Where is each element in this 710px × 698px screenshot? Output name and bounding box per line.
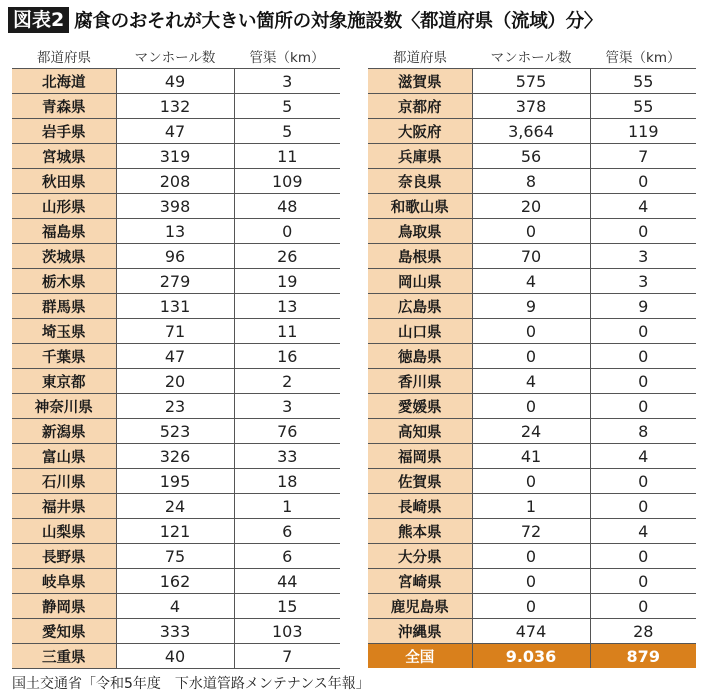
table-row [368,544,696,569]
pipes-cell: 7 [590,144,696,169]
manholes-cell: 162 [116,569,234,594]
prefecture-cell: 愛媛県 [368,394,472,419]
table-row [12,94,340,119]
manholes-cell: 121 [116,519,234,544]
total-pipes-cell: 879 [590,644,696,669]
table-row [12,69,340,94]
prefecture-cell: 静岡県 [12,594,116,619]
prefecture-cell: 山梨県 [12,519,116,544]
column-header-manholes: マンホール数 [472,42,590,69]
prefecture-cell: 香川県 [368,369,472,394]
pipes-cell: 15 [234,594,340,619]
prefecture-cell: 千葉県 [12,344,116,369]
column-header-prefecture: 都道府県 [368,42,472,69]
column-header-prefecture: 都道府県 [12,42,116,69]
prefecture-cell: 東京都 [12,369,116,394]
pipes-cell: 0 [590,369,696,394]
prefecture-cell: 宮崎県 [368,569,472,594]
prefecture-cell: 京都府 [368,94,472,119]
pipes-cell: 103 [234,619,340,644]
pipes-cell: 6 [234,519,340,544]
manholes-cell: 398 [116,194,234,219]
pipes-cell: 0 [590,469,696,494]
pipes-cell: 4 [590,444,696,469]
pipes-cell: 0 [590,494,696,519]
manholes-cell: 8 [472,169,590,194]
manholes-cell: 41 [472,444,590,469]
manholes-cell: 575 [472,69,590,94]
pipes-cell: 8 [590,419,696,444]
prefecture-cell: 長野県 [12,544,116,569]
left-table [12,42,340,669]
table-row [12,219,340,244]
table-row [12,144,340,169]
table-row [12,319,340,344]
prefecture-cell: 神奈川県 [12,394,116,419]
prefecture-cell: 鹿児島県 [368,594,472,619]
pipes-cell: 5 [234,119,340,144]
prefecture-cell: 滋賀県 [368,69,472,94]
pipes-cell: 9 [590,294,696,319]
pipes-cell: 26 [234,244,340,269]
table-row [368,144,696,169]
manholes-cell: 13 [116,219,234,244]
pipes-cell: 4 [590,194,696,219]
manholes-cell: 0 [472,594,590,619]
prefecture-cell: 福岡県 [368,444,472,469]
left-table-body [12,69,340,669]
manholes-cell: 4 [116,594,234,619]
table-row [368,194,696,219]
table-row [12,569,340,594]
table-row [368,369,696,394]
prefecture-cell: 岐阜県 [12,569,116,594]
prefecture-cell: 埼玉県 [12,319,116,344]
pipes-cell: 7 [234,644,340,669]
pipes-cell: 0 [590,169,696,194]
table-row [12,419,340,444]
table-row [12,394,340,419]
prefecture-cell: 北海道 [12,69,116,94]
manholes-cell: 0 [472,394,590,419]
manholes-cell: 326 [116,444,234,469]
pipes-cell: 0 [590,594,696,619]
manholes-cell: 0 [472,544,590,569]
table-row [368,94,696,119]
table-row [368,344,696,369]
source-note: 国土交通省「令和5年度 下水道管路メンテナンス年報」 [12,676,370,692]
table-row [12,194,340,219]
prefecture-cell: 奈良県 [368,169,472,194]
pipes-cell: 76 [234,419,340,444]
manholes-cell: 96 [116,244,234,269]
pipes-cell: 3 [590,244,696,269]
pipes-cell: 0 [234,219,340,244]
pipes-cell: 19 [234,269,340,294]
table-row [12,269,340,294]
table-row [368,444,696,469]
pipes-cell: 3 [590,269,696,294]
pipes-cell: 11 [234,144,340,169]
pipes-cell: 3 [234,394,340,419]
table-row [368,519,696,544]
right-table-body [368,69,696,669]
prefecture-cell: 岡山県 [368,269,472,294]
prefecture-cell: 新潟県 [12,419,116,444]
prefecture-cell: 山口県 [368,319,472,344]
total-row [368,644,696,669]
manholes-cell: 40 [116,644,234,669]
manholes-cell: 23 [116,394,234,419]
manholes-cell: 0 [472,569,590,594]
prefecture-cell: 宮城県 [12,144,116,169]
manholes-cell: 0 [472,219,590,244]
prefecture-cell: 富山県 [12,444,116,469]
prefecture-cell: 大分県 [368,544,472,569]
pipes-cell: 55 [590,94,696,119]
page-title: 腐食のおそれが大きい箇所の対象施設数〈都道府県（流域）分〉 [74,11,603,32]
table-row [368,119,696,144]
pipes-cell: 0 [590,569,696,594]
table-row [12,494,340,519]
manholes-cell: 4 [472,369,590,394]
prefecture-cell: 和歌山県 [368,194,472,219]
pipes-cell: 48 [234,194,340,219]
table-row [12,119,340,144]
pipes-cell: 16 [234,344,340,369]
prefecture-cell: 群馬県 [12,294,116,319]
pipes-cell: 119 [590,119,696,144]
prefecture-cell: 島根県 [368,244,472,269]
manholes-cell: 3,664 [472,119,590,144]
table-row [368,394,696,419]
manholes-cell: 56 [472,144,590,169]
manholes-cell: 20 [472,194,590,219]
prefecture-cell: 鳥取県 [368,219,472,244]
manholes-cell: 319 [116,144,234,169]
pipes-cell: 4 [590,519,696,544]
table-row [368,569,696,594]
prefecture-cell: 広島県 [368,294,472,319]
right-table [368,42,696,668]
table-row [368,169,696,194]
pipes-cell: 44 [234,569,340,594]
table-row [12,244,340,269]
manholes-cell: 47 [116,119,234,144]
pipes-cell: 5 [234,94,340,119]
pipes-cell: 0 [590,219,696,244]
pipes-cell: 0 [590,394,696,419]
prefecture-cell: 長崎県 [368,494,472,519]
table-row [12,644,340,669]
pipes-cell: 11 [234,319,340,344]
table-row [12,519,340,544]
manholes-cell: 279 [116,269,234,294]
prefecture-cell: 高知県 [368,419,472,444]
manholes-cell: 523 [116,419,234,444]
pipes-cell: 0 [590,319,696,344]
manholes-cell: 70 [472,244,590,269]
manholes-cell: 71 [116,319,234,344]
title-row [8,5,602,35]
table-row [368,594,696,619]
figure-label: 図表2 [8,7,69,33]
manholes-cell: 9 [472,294,590,319]
prefecture-cell: 福島県 [12,219,116,244]
table-row [368,219,696,244]
prefecture-cell: 山形県 [12,194,116,219]
column-header-pipes: 管渠（km） [234,42,340,69]
manholes-cell: 24 [116,494,234,519]
pipes-cell: 13 [234,294,340,319]
pipes-cell: 109 [234,169,340,194]
manholes-cell: 378 [472,94,590,119]
manholes-cell: 195 [116,469,234,494]
pipes-cell: 33 [234,444,340,469]
prefecture-cell: 青森県 [12,94,116,119]
manholes-cell: 131 [116,294,234,319]
manholes-cell: 47 [116,344,234,369]
manholes-cell: 20 [116,369,234,394]
table-row [12,544,340,569]
pipes-cell: 0 [590,344,696,369]
prefecture-cell: 秋田県 [12,169,116,194]
manholes-cell: 4 [472,269,590,294]
table-row [12,469,340,494]
prefecture-cell: 福井県 [12,494,116,519]
prefecture-cell: 大阪府 [368,119,472,144]
prefecture-cell: 徳島県 [368,344,472,369]
manholes-cell: 49 [116,69,234,94]
prefecture-cell: 石川県 [12,469,116,494]
table-row [368,494,696,519]
pipes-cell: 1 [234,494,340,519]
prefecture-cell: 沖縄県 [368,619,472,644]
pipes-cell: 6 [234,544,340,569]
table-header-row [368,42,696,69]
prefecture-cell: 三重県 [12,644,116,669]
table-row [368,469,696,494]
manholes-cell: 75 [116,544,234,569]
table-row [368,244,696,269]
table-header-row [12,42,340,69]
prefecture-cell: 熊本県 [368,519,472,544]
column-header-pipes: 管渠（km） [590,42,696,69]
table-row [12,169,340,194]
table-row [12,444,340,469]
manholes-cell: 72 [472,519,590,544]
table-row [368,269,696,294]
prefecture-cell: 兵庫県 [368,144,472,169]
table-row [368,319,696,344]
pipes-cell: 3 [234,69,340,94]
prefecture-cell: 栃木県 [12,269,116,294]
pipes-cell: 18 [234,469,340,494]
table-row [12,344,340,369]
manholes-cell: 208 [116,169,234,194]
table-row [12,294,340,319]
table-row [368,69,696,94]
pipes-cell: 55 [590,69,696,94]
table-row [368,419,696,444]
pipes-cell: 0 [590,544,696,569]
manholes-cell: 1 [472,494,590,519]
prefecture-cell: 岩手県 [12,119,116,144]
manholes-cell: 24 [472,419,590,444]
manholes-cell: 0 [472,319,590,344]
prefecture-cell: 愛知県 [12,619,116,644]
manholes-cell: 474 [472,619,590,644]
pipes-cell: 28 [590,619,696,644]
table-row [12,594,340,619]
manholes-cell: 0 [472,469,590,494]
table-row [12,369,340,394]
table-row [368,619,696,644]
prefecture-cell: 佐賀県 [368,469,472,494]
manholes-cell: 132 [116,94,234,119]
column-header-manholes: マンホール数 [116,42,234,69]
pipes-cell: 2 [234,369,340,394]
table-row [368,294,696,319]
total-label-cell: 全国 [368,644,472,669]
total-manholes-cell: 9.036 [472,644,590,669]
manholes-cell: 0 [472,344,590,369]
table-row [12,619,340,644]
manholes-cell: 333 [116,619,234,644]
prefecture-cell: 茨城県 [12,244,116,269]
